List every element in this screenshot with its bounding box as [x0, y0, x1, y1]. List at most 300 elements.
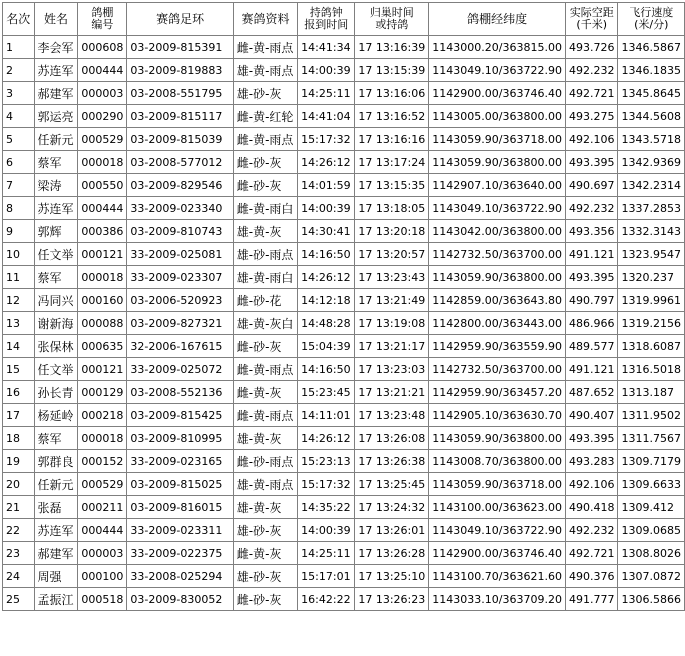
cell-name: 张保林 [34, 335, 78, 358]
header-distance [565, 3, 618, 36]
cell-arrival-time: 17 13:25:45 [355, 473, 429, 496]
cell-ring-number: 03-2006-520923 [127, 289, 233, 312]
cell-speed: 1323.9547 [618, 243, 685, 266]
table-row [3, 358, 685, 381]
cell-loft-id: 000152 [78, 450, 127, 473]
cell-loft-id: 000003 [78, 542, 127, 565]
cell-distance: 493.395 [565, 151, 618, 174]
cell-rank: 3 [3, 82, 35, 105]
cell-ring-number: 33-2009-023165 [127, 450, 233, 473]
cell-ring-number: 03-2009-815025 [127, 473, 233, 496]
cell-arrival-time: 17 13:25:10 [355, 565, 429, 588]
cell-loft-id: 000129 [78, 381, 127, 404]
cell-ring-number: 33-2009-023340 [127, 197, 233, 220]
cell-clock-report-time: 15:23:13 [298, 450, 355, 473]
cell-speed: 1316.5018 [618, 358, 685, 381]
header-loft-coordinates [429, 3, 566, 36]
cell-ring-number: 03-2009-827321 [127, 312, 233, 335]
cell-loft-coordinates: 1142905.10/363630.70 [429, 404, 566, 427]
header-label: 名次 [6, 12, 31, 26]
cell-bird-info: 雌-黄-雨点 [233, 36, 297, 59]
cell-loft-coordinates: 1142907.10/363640.00 [429, 174, 566, 197]
cell-arrival-time: 17 13:26:28 [355, 542, 429, 565]
table-row [3, 542, 685, 565]
cell-bird-info: 雌-黄-雨点 [233, 128, 297, 151]
cell-bird-info: 雌-黄-雨点 [233, 404, 297, 427]
cell-speed: 1306.5866 [618, 588, 685, 611]
header-label: 鸽棚经纬度 [467, 12, 528, 26]
cell-name: 孙长青 [34, 381, 78, 404]
cell-distance: 492.106 [565, 128, 618, 151]
cell-loft-coordinates: 1143059.90/363800.00 [429, 266, 566, 289]
cell-clock-report-time: 14:00:39 [298, 197, 355, 220]
cell-distance: 489.577 [565, 335, 618, 358]
cell-arrival-time: 17 13:21:49 [355, 289, 429, 312]
cell-speed: 1343.5718 [618, 128, 685, 151]
cell-loft-coordinates: 1142732.50/363700.00 [429, 243, 566, 266]
cell-name: 郭辉 [34, 220, 78, 243]
table-row [3, 312, 685, 335]
cell-distance: 492.721 [565, 542, 618, 565]
cell-bird-info: 雌-砂-灰 [233, 174, 297, 197]
cell-loft-id: 000529 [78, 128, 127, 151]
cell-distance: 493.283 [565, 450, 618, 473]
cell-distance: 490.697 [565, 174, 618, 197]
cell-ring-number: 03-2009-816015 [127, 496, 233, 519]
cell-name: 郭群良 [34, 450, 78, 473]
table-row [3, 59, 685, 82]
header-label-line2: 编号 [91, 18, 114, 31]
cell-loft-id: 000444 [78, 59, 127, 82]
cell-bird-info: 雄-黄-灰白 [233, 312, 297, 335]
cell-clock-report-time: 15:04:39 [298, 335, 355, 358]
cell-distance: 491.121 [565, 243, 618, 266]
header-label-line2: 或持鸽 [375, 18, 409, 31]
cell-loft-id: 000003 [78, 82, 127, 105]
cell-loft-id: 000444 [78, 519, 127, 542]
cell-loft-coordinates: 1143100.70/363621.60 [429, 565, 566, 588]
cell-clock-report-time: 14:16:50 [298, 243, 355, 266]
header-label: 实际空距 [569, 6, 614, 19]
cell-arrival-time: 17 13:26:23 [355, 588, 429, 611]
cell-distance: 493.395 [565, 427, 618, 450]
cell-clock-report-time: 15:17:32 [298, 128, 355, 151]
cell-rank: 18 [3, 427, 35, 450]
cell-name: 冯同兴 [34, 289, 78, 312]
cell-bird-info: 雌-砂-花 [233, 289, 297, 312]
cell-arrival-time: 17 13:16:52 [355, 105, 429, 128]
cell-speed: 1342.2314 [618, 174, 685, 197]
cell-speed: 1308.8026 [618, 542, 685, 565]
cell-rank: 22 [3, 519, 35, 542]
cell-speed: 1309.7179 [618, 450, 685, 473]
cell-name: 张磊 [34, 496, 78, 519]
cell-loft-coordinates: 1142959.90/363457.20 [429, 381, 566, 404]
header-label-line2: 报到时间 [304, 18, 349, 31]
cell-bird-info: 雌-砂-灰 [233, 588, 297, 611]
table-row [3, 496, 685, 519]
cell-loft-id: 000518 [78, 588, 127, 611]
cell-name: 谢新海 [34, 312, 78, 335]
table-row [3, 151, 685, 174]
cell-name: 苏连军 [34, 519, 78, 542]
table-body [3, 36, 685, 611]
cell-loft-id: 000386 [78, 220, 127, 243]
cell-speed: 1311.9502 [618, 404, 685, 427]
cell-bird-info: 雄-黄-雨点 [233, 473, 297, 496]
cell-speed: 1346.5867 [618, 36, 685, 59]
cell-rank: 7 [3, 174, 35, 197]
cell-loft-id: 000608 [78, 36, 127, 59]
cell-bird-info: 雌-黄-雨白 [233, 197, 297, 220]
cell-loft-coordinates: 1143059.90/363718.00 [429, 128, 566, 151]
cell-loft-id: 000018 [78, 266, 127, 289]
cell-bird-info: 雌-砂-雨点 [233, 450, 297, 473]
cell-loft-id: 000121 [78, 243, 127, 266]
cell-loft-coordinates: 1143059.90/363718.00 [429, 473, 566, 496]
cell-rank: 4 [3, 105, 35, 128]
cell-clock-report-time: 14:48:28 [298, 312, 355, 335]
cell-arrival-time: 17 13:15:39 [355, 59, 429, 82]
cell-name: 苏连军 [34, 197, 78, 220]
cell-name: 杨延岭 [34, 404, 78, 427]
cell-loft-coordinates: 1142732.50/363700.00 [429, 358, 566, 381]
cell-rank: 20 [3, 473, 35, 496]
cell-rank: 2 [3, 59, 35, 82]
cell-speed: 1313.187 [618, 381, 685, 404]
cell-speed: 1319.2156 [618, 312, 685, 335]
cell-ring-number: 03-2009-815391 [127, 36, 233, 59]
table-row [3, 565, 685, 588]
cell-bird-info: 雄-黄-雨白 [233, 266, 297, 289]
cell-rank: 8 [3, 197, 35, 220]
cell-arrival-time: 17 13:26:08 [355, 427, 429, 450]
cell-distance: 493.356 [565, 220, 618, 243]
cell-name: 梁涛 [34, 174, 78, 197]
cell-bird-info: 雌-砂-灰 [233, 335, 297, 358]
cell-clock-report-time: 14:30:41 [298, 220, 355, 243]
table-row [3, 105, 685, 128]
cell-speed: 1345.8645 [618, 82, 685, 105]
cell-distance: 491.121 [565, 358, 618, 381]
cell-speed: 1332.3143 [618, 220, 685, 243]
header-clock-report-time [298, 3, 355, 36]
cell-loft-coordinates: 1143042.00/363800.00 [429, 220, 566, 243]
cell-rank: 21 [3, 496, 35, 519]
table-row [3, 450, 685, 473]
cell-loft-coordinates: 1143008.70/363800.00 [429, 450, 566, 473]
cell-clock-report-time: 14:26:12 [298, 266, 355, 289]
cell-rank: 19 [3, 450, 35, 473]
header-bird-info [233, 3, 297, 36]
table-row [3, 473, 685, 496]
cell-arrival-time: 17 13:15:35 [355, 174, 429, 197]
cell-bird-info: 雄-黄-灰 [233, 220, 297, 243]
header-label: 持鸽钟 [309, 6, 343, 19]
cell-loft-id: 000218 [78, 404, 127, 427]
cell-distance: 492.106 [565, 473, 618, 496]
cell-speed: 1342.9369 [618, 151, 685, 174]
cell-loft-id: 000550 [78, 174, 127, 197]
cell-clock-report-time: 15:17:01 [298, 565, 355, 588]
cell-arrival-time: 17 13:26:01 [355, 519, 429, 542]
cell-bird-info: 雌-砂-灰 [233, 151, 297, 174]
table-row [3, 243, 685, 266]
cell-loft-id: 000211 [78, 496, 127, 519]
cell-loft-coordinates: 1142859.00/363643.80 [429, 289, 566, 312]
cell-clock-report-time: 14:35:22 [298, 496, 355, 519]
cell-ring-number: 33-2009-025072 [127, 358, 233, 381]
cell-distance: 491.777 [565, 588, 618, 611]
cell-loft-coordinates: 1142959.90/363559.90 [429, 335, 566, 358]
cell-distance: 492.232 [565, 197, 618, 220]
cell-ring-number: 03-2009-810995 [127, 427, 233, 450]
cell-ring-number: 03-2008-552136 [127, 381, 233, 404]
cell-rank: 25 [3, 588, 35, 611]
cell-bird-info: 雄-黄-雨点 [233, 59, 297, 82]
cell-ring-number: 32-2006-167615 [127, 335, 233, 358]
cell-arrival-time: 17 13:26:38 [355, 450, 429, 473]
cell-clock-report-time: 14:12:18 [298, 289, 355, 312]
cell-distance: 493.726 [565, 36, 618, 59]
cell-rank: 6 [3, 151, 35, 174]
cell-name: 苏连军 [34, 59, 78, 82]
cell-name: 任新元 [34, 128, 78, 151]
cell-name: 任文举 [34, 358, 78, 381]
cell-ring-number: 03-2009-830052 [127, 588, 233, 611]
cell-loft-coordinates: 1143000.20/363815.00 [429, 36, 566, 59]
cell-arrival-time: 17 13:23:48 [355, 404, 429, 427]
table-row [3, 335, 685, 358]
cell-rank: 10 [3, 243, 35, 266]
header-row [3, 3, 685, 36]
cell-arrival-time: 17 13:16:06 [355, 82, 429, 105]
cell-arrival-time: 17 13:24:32 [355, 496, 429, 519]
cell-arrival-time: 17 13:23:43 [355, 266, 429, 289]
cell-rank: 1 [3, 36, 35, 59]
cell-bird-info: 雄-砂-灰 [233, 82, 297, 105]
cell-speed: 1337.2853 [618, 197, 685, 220]
cell-ring-number: 33-2009-022375 [127, 542, 233, 565]
cell-name: 郝建军 [34, 82, 78, 105]
results-table-wrapper [2, 2, 685, 611]
cell-name: 任文举 [34, 243, 78, 266]
cell-name: 蔡军 [34, 266, 78, 289]
cell-speed: 1309.412 [618, 496, 685, 519]
cell-arrival-time: 17 13:18:05 [355, 197, 429, 220]
header-label: 赛鸽资料 [241, 12, 290, 26]
table-header [3, 3, 685, 36]
cell-rank: 24 [3, 565, 35, 588]
table-row [3, 128, 685, 151]
cell-name: 任新元 [34, 473, 78, 496]
cell-clock-report-time: 14:26:12 [298, 427, 355, 450]
cell-bird-info: 雌-黄-灰 [233, 381, 297, 404]
cell-bird-info: 雄-砂-灰 [233, 519, 297, 542]
cell-clock-report-time: 14:00:39 [298, 519, 355, 542]
cell-arrival-time: 17 13:21:21 [355, 381, 429, 404]
table-row [3, 588, 685, 611]
cell-clock-report-time: 14:11:01 [298, 404, 355, 427]
cell-clock-report-time: 15:17:32 [298, 473, 355, 496]
cell-distance: 492.232 [565, 519, 618, 542]
cell-name: 蔡军 [34, 427, 78, 450]
cell-name: 郝建军 [34, 542, 78, 565]
cell-arrival-time: 17 13:23:03 [355, 358, 429, 381]
cell-speed: 1318.6087 [618, 335, 685, 358]
header-label-line2: (千米) [576, 18, 607, 31]
cell-ring-number: 03-2009-819883 [127, 59, 233, 82]
cell-loft-id: 000121 [78, 358, 127, 381]
cell-ring-number: 33-2008-025294 [127, 565, 233, 588]
cell-rank: 9 [3, 220, 35, 243]
table-row [3, 36, 685, 59]
table-row [3, 519, 685, 542]
cell-distance: 490.797 [565, 289, 618, 312]
cell-ring-number: 33-2009-023307 [127, 266, 233, 289]
cell-loft-id: 000160 [78, 289, 127, 312]
cell-clock-report-time: 14:01:59 [298, 174, 355, 197]
header-ring-number [127, 3, 233, 36]
cell-name: 李会军 [34, 36, 78, 59]
table-row [3, 82, 685, 105]
cell-arrival-time: 17 13:17:24 [355, 151, 429, 174]
cell-loft-coordinates: 1143049.10/363722.90 [429, 59, 566, 82]
cell-name: 蔡军 [34, 151, 78, 174]
cell-arrival-time: 17 13:20:57 [355, 243, 429, 266]
cell-loft-coordinates: 1143005.00/363800.00 [429, 105, 566, 128]
table-row [3, 174, 685, 197]
cell-clock-report-time: 15:23:45 [298, 381, 355, 404]
cell-rank: 5 [3, 128, 35, 151]
table-row [3, 404, 685, 427]
cell-arrival-time: 17 13:16:39 [355, 36, 429, 59]
cell-clock-report-time: 16:42:22 [298, 588, 355, 611]
cell-loft-coordinates: 1142800.00/363443.00 [429, 312, 566, 335]
cell-loft-coordinates: 1143059.90/363800.00 [429, 427, 566, 450]
table-row [3, 289, 685, 312]
cell-distance: 487.652 [565, 381, 618, 404]
cell-rank: 16 [3, 381, 35, 404]
cell-loft-coordinates: 1143033.10/363709.20 [429, 588, 566, 611]
table-row [3, 266, 685, 289]
cell-speed: 1309.0685 [618, 519, 685, 542]
cell-bird-info: 雄-黄-灰 [233, 427, 297, 450]
table-row [3, 381, 685, 404]
header-label: 鸽棚 [91, 6, 114, 19]
cell-loft-coordinates: 1143049.10/363722.90 [429, 197, 566, 220]
cell-loft-id: 000635 [78, 335, 127, 358]
cell-clock-report-time: 14:00:39 [298, 59, 355, 82]
cell-ring-number: 03-2009-815117 [127, 105, 233, 128]
cell-rank: 12 [3, 289, 35, 312]
cell-distance: 490.376 [565, 565, 618, 588]
cell-clock-report-time: 14:41:04 [298, 105, 355, 128]
cell-loft-coordinates: 1142900.00/363746.40 [429, 542, 566, 565]
cell-bird-info: 雄-砂-雨点 [233, 243, 297, 266]
cell-arrival-time: 17 13:21:17 [355, 335, 429, 358]
cell-speed: 1311.7567 [618, 427, 685, 450]
cell-arrival-time: 17 13:20:18 [355, 220, 429, 243]
cell-loft-id: 000088 [78, 312, 127, 335]
table-row [3, 427, 685, 450]
cell-loft-id: 000100 [78, 565, 127, 588]
cell-loft-id: 000444 [78, 197, 127, 220]
cell-loft-coordinates: 1143059.90/363800.00 [429, 151, 566, 174]
cell-clock-report-time: 14:41:34 [298, 36, 355, 59]
cell-distance: 493.395 [565, 266, 618, 289]
cell-rank: 15 [3, 358, 35, 381]
cell-distance: 490.418 [565, 496, 618, 519]
cell-speed: 1344.5608 [618, 105, 685, 128]
header-arrival-time [355, 3, 429, 36]
cell-rank: 11 [3, 266, 35, 289]
cell-loft-id: 000018 [78, 151, 127, 174]
cell-speed: 1320.237 [618, 266, 685, 289]
cell-clock-report-time: 14:16:50 [298, 358, 355, 381]
cell-bird-info: 雄-砂-灰 [233, 565, 297, 588]
cell-rank: 13 [3, 312, 35, 335]
cell-clock-report-time: 14:26:12 [298, 151, 355, 174]
cell-arrival-time: 17 13:19:08 [355, 312, 429, 335]
header-label-line2: (米/分) [634, 18, 669, 31]
cell-bird-info: 雌-黄-红轮 [233, 105, 297, 128]
cell-distance: 486.966 [565, 312, 618, 335]
cell-loft-coordinates: 1142900.00/363746.40 [429, 82, 566, 105]
cell-ring-number: 03-2009-815039 [127, 128, 233, 151]
cell-name: 周强 [34, 565, 78, 588]
cell-distance: 492.232 [565, 59, 618, 82]
cell-distance: 490.407 [565, 404, 618, 427]
header-loft-id [78, 3, 127, 36]
cell-loft-id: 000529 [78, 473, 127, 496]
cell-speed: 1346.1835 [618, 59, 685, 82]
cell-bird-info: 雌-黄-灰 [233, 542, 297, 565]
table-row [3, 220, 685, 243]
cell-speed: 1309.6633 [618, 473, 685, 496]
cell-ring-number: 03-2009-810743 [127, 220, 233, 243]
cell-name: 郭运亮 [34, 105, 78, 128]
header-name [34, 3, 78, 36]
header-label: 飞行速度 [629, 6, 674, 19]
cell-loft-id: 000018 [78, 427, 127, 450]
cell-ring-number: 33-2009-023311 [127, 519, 233, 542]
cell-speed: 1319.9961 [618, 289, 685, 312]
cell-bird-info: 雄-黄-灰 [233, 496, 297, 519]
race-results-table [2, 2, 685, 611]
cell-clock-report-time: 14:25:11 [298, 82, 355, 105]
cell-loft-coordinates: 1143100.00/363623.00 [429, 496, 566, 519]
header-label: 赛鸽足环 [156, 12, 205, 26]
header-label: 姓名 [43, 12, 68, 26]
header-speed [618, 3, 685, 36]
cell-distance: 492.721 [565, 82, 618, 105]
cell-distance: 493.275 [565, 105, 618, 128]
cell-rank: 23 [3, 542, 35, 565]
cell-rank: 14 [3, 335, 35, 358]
cell-ring-number: 33-2009-025081 [127, 243, 233, 266]
header-label: 归巢时间 [369, 6, 414, 19]
cell-speed: 1307.0872 [618, 565, 685, 588]
cell-arrival-time: 17 13:16:16 [355, 128, 429, 151]
cell-rank: 17 [3, 404, 35, 427]
table-row [3, 197, 685, 220]
cell-clock-report-time: 14:25:11 [298, 542, 355, 565]
cell-bird-info: 雌-黄-雨点 [233, 358, 297, 381]
cell-ring-number: 03-2008-577012 [127, 151, 233, 174]
cell-loft-coordinates: 1143049.10/363722.90 [429, 519, 566, 542]
cell-ring-number: 03-2009-815425 [127, 404, 233, 427]
